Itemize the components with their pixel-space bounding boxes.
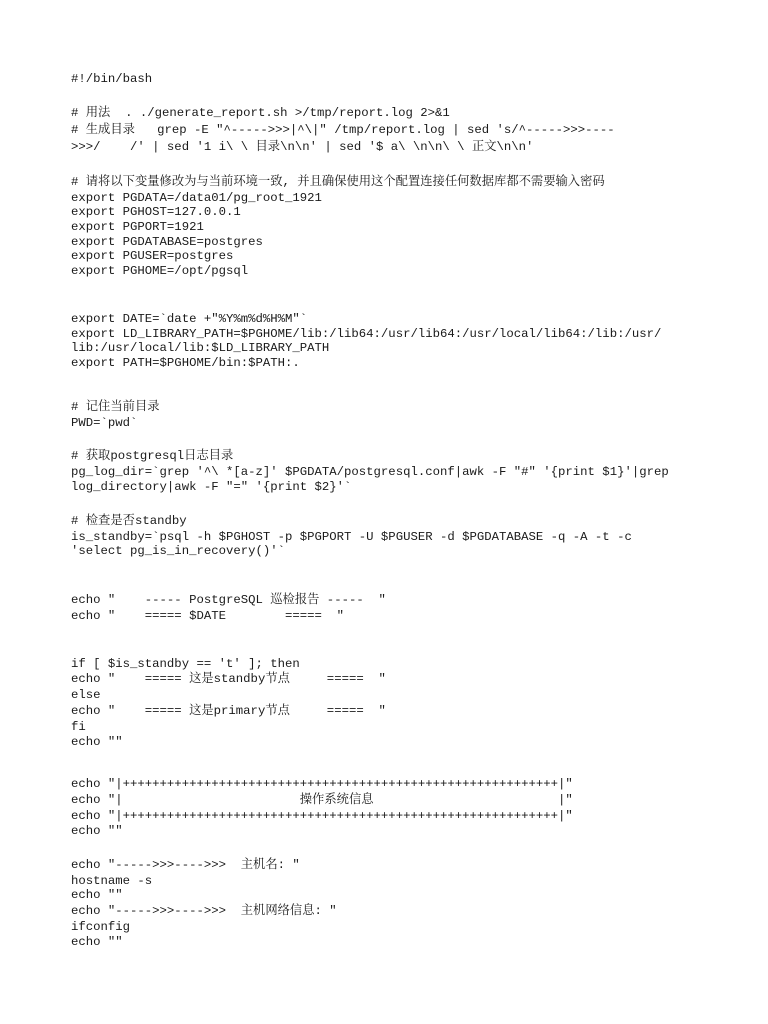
pwd-comment: # 记住当前目录 [71, 399, 160, 414]
echo-report-title: echo " ----- PostgreSQL 巡检报告 ----- " [71, 593, 386, 607]
export-pghost: export PGHOST=127.0.0.1 [71, 205, 241, 220]
echo-empty: echo "" [71, 823, 123, 838]
usage-comment: # 用法 . ./generate_report.sh >/tmp/report.log 2>&1 [71, 105, 450, 120]
export-pguser: export PGUSER=postgres [71, 249, 234, 264]
echo-banner-os-info: echo "| 操作系统信息 |" [71, 793, 573, 808]
script-document [71, 72, 691, 949]
pwd-assignment: PWD=`pwd` [71, 415, 138, 430]
echo-hostname-header: echo "----->>>---->>> 主机名: " [71, 857, 300, 872]
pg-log-dir-assignment-continued: log_directory|awk -F "=" '{print $2}'` [71, 479, 352, 494]
standby-check-comment: # 检查是否standby [71, 513, 187, 528]
export-pgdatabase: export PGDATABASE=postgres [71, 234, 263, 249]
ifconfig-command: ifconfig [71, 919, 131, 934]
echo-primary-node: echo " ===== 这是primary节点 ===== " [71, 704, 386, 719]
echo-report-date: echo " ===== $DATE ===== " [71, 609, 345, 623]
env-config-comment: # 请将以下变量修改为与当前环境一致, 并且确保使用这个配置连接任何数据库都不需要输入密码 [71, 174, 605, 189]
export-pghome: export PGHOME=/opt/pgsql [71, 264, 249, 279]
else-line: else [71, 688, 101, 703]
export-pgdata: export PGDATA=/data01/pg_root_1921 [71, 190, 322, 205]
echo-banner-top: echo "|+++++++++++++++++++++++++++++++++++++++++++++++++++++++++++|" [71, 777, 573, 792]
export-ld-library-path-continued: lib:/usr/local/lib:$LD_LIBRARY_PATH [71, 341, 330, 356]
pg-log-dir-assignment: pg_log_dir=`grep '^\ *[a-z]' $PGDATA/postgresql.conf|awk -F "#" '{print $1}'|grep [71, 465, 669, 480]
export-date: export DATE=`date +"%Y%m%d%H%M"` [71, 311, 308, 326]
toc-comment: # 生成目录 grep -E "^----->>>|^\|" /tmp/report.log | sed 's/^----->>>---- [71, 122, 615, 137]
is-standby-assignment-continued: 'select pg_is_in_recovery()'` [71, 544, 286, 559]
if-standby-line: if [ $is_standby == 't' ]; then [71, 656, 300, 671]
log-dir-comment: # 获取postgresql日志目录 [71, 449, 234, 464]
echo-empty: echo "" [71, 734, 123, 749]
fi-line: fi [71, 720, 86, 735]
echo-banner-bottom: echo "|+++++++++++++++++++++++++++++++++++++++++++++++++++++++++++|" [71, 809, 573, 824]
hostname-command: hostname -s [71, 873, 153, 888]
export-pgport: export PGPORT=1921 [71, 220, 204, 235]
echo-empty: echo "" [71, 888, 123, 903]
export-ld-library-path: export LD_LIBRARY_PATH=$PGHOME/lib:/lib64:/usr/lib64:/usr/local/lib64:/lib:/usr/ [71, 326, 662, 341]
echo-empty: echo "" [71, 934, 123, 949]
toc-comment-continued: >>>/ /' | sed '1 i\ \ 目录\n\n' | sed '$ a\ \n\n\ \ 正文\n\n' [71, 139, 534, 154]
is-standby-assignment: is_standby=`psql -h $PGHOST -p $PGPORT -U $PGUSER -d $PGDATABASE -q -A -t -c [71, 529, 632, 544]
shebang-line: #!/bin/bash [71, 72, 153, 86]
export-path: export PATH=$PGHOME/bin:$PATH:. [71, 355, 300, 370]
echo-network-header: echo "----->>>---->>> 主机网络信息: " [71, 903, 337, 918]
echo-standby-node: echo " ===== 这是standby节点 ===== " [71, 672, 386, 687]
